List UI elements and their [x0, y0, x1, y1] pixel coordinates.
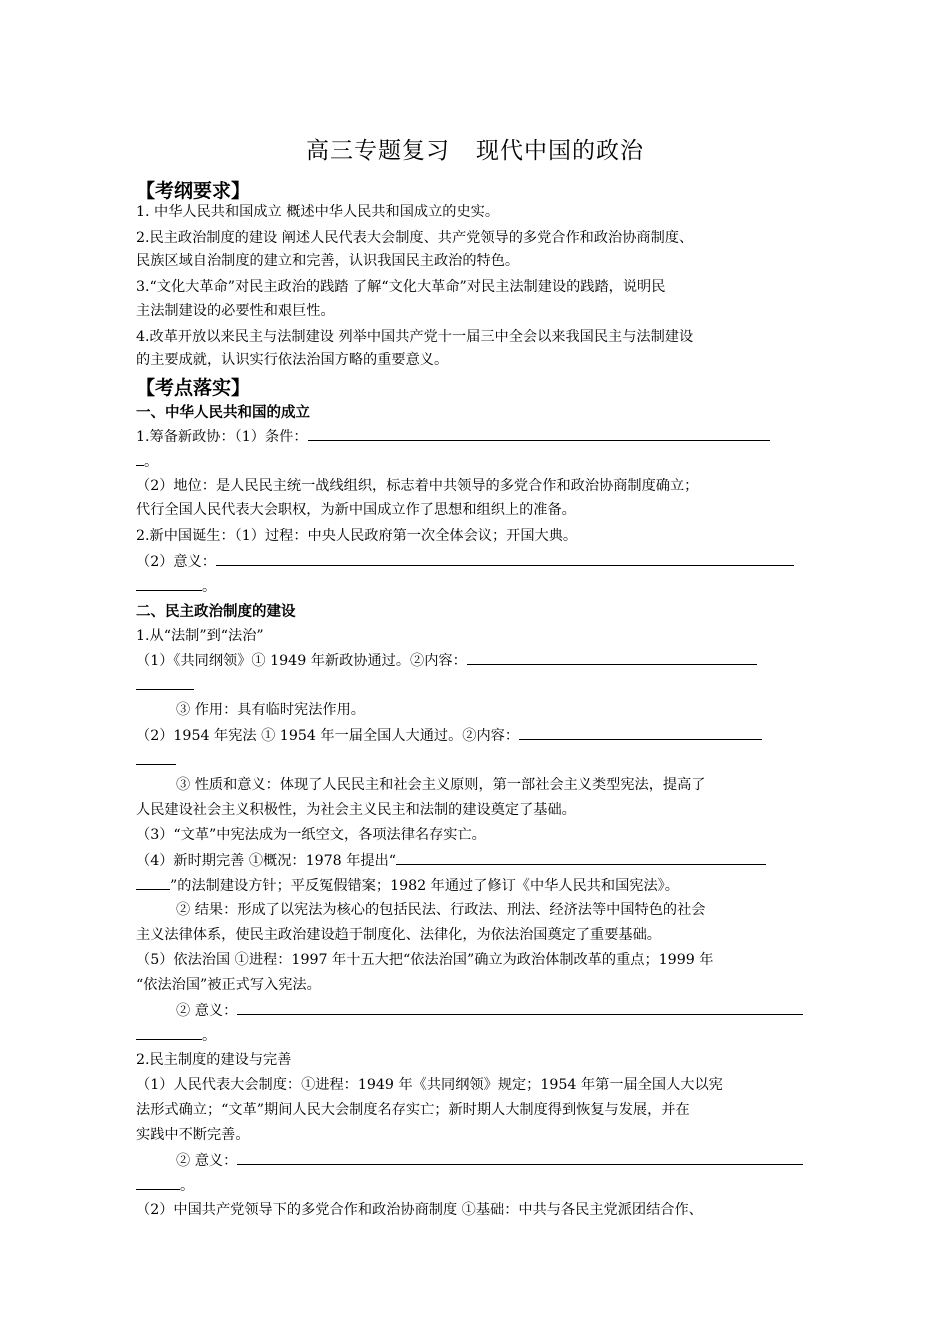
req-line-6: 4.改革开放以来民主与法制建设 列举中国共产党十一届三中全会以来我国民主与法制建设 — [136, 329, 694, 345]
section-heading-requirements: 【考纲要求】 — [136, 180, 251, 202]
req-line-2: 2.民主政治制度的建设 阐述人民代表大会制度、共产党领导的多党合作和政治协商制度、 — [136, 230, 694, 246]
fill-blank[interactable] — [136, 576, 202, 591]
req-line-4: 3.“文化大革命”对民主政治的践踏 了解“文化大革命”对民主法制建设的践踏，说明民 — [136, 279, 666, 295]
text-span: 。 — [202, 1028, 217, 1044]
fill-blank[interactable] — [136, 1025, 202, 1040]
text-span: 1.筹备新政协：（1）条件： — [136, 429, 308, 445]
text-line — [136, 850, 766, 871]
subheading-democratic-system: 二、民主政治制度的建设 — [136, 604, 296, 620]
text-line — [136, 750, 176, 771]
text-line — [136, 551, 794, 572]
fill-blank[interactable] — [237, 1150, 803, 1165]
text-line: （2）地位：是人民民主统一战线组织，标志着中共领导的多党合作和政治协商制度确立； — [136, 478, 699, 494]
req-line-7: 的主要成就，认识实行依法治国方略的重要意义。 — [136, 352, 449, 368]
text-line — [136, 725, 762, 746]
text-line: （2）中国共产党领导下的多党合作和政治协商制度 ①基础：中共与各民主党派团结合作、 — [136, 1202, 703, 1218]
text-span: （2）意义： — [136, 554, 216, 570]
fill-blank[interactable] — [136, 451, 144, 466]
text-line: ③ 性质和意义：体现了人民民主和社会主义原则，第一部社会主义类型宪法，提高了 — [176, 777, 706, 793]
text-span: 。 — [202, 579, 217, 595]
text-line: 主义法律体系，使民主政治建设趋于制度化、法律化，为依法治国奠定了重要基础。 — [136, 927, 661, 943]
fill-blank[interactable] — [237, 1000, 803, 1015]
text-line — [136, 451, 158, 472]
text-span: 。 — [144, 454, 159, 470]
fill-blank[interactable] — [396, 850, 766, 865]
fill-blank[interactable] — [467, 650, 757, 665]
text-line — [136, 426, 770, 447]
fill-blank[interactable] — [216, 551, 794, 566]
text-line — [136, 650, 757, 671]
text-line — [136, 1175, 194, 1196]
section-heading-key-points: 【考点落实】 — [136, 377, 251, 399]
page-title — [0, 132, 950, 165]
text-line — [136, 875, 679, 896]
text-line: 法形式确立；“文革”期间人民大会制度名存实亡；新时期人大制度得到恢复与发展，并在 — [136, 1102, 690, 1118]
text-span: （1）《共同纲领》① 1949 年新政协通过。②内容： — [136, 653, 467, 669]
subheading-prc-founding: 一、中华人民共和国的成立 — [136, 405, 310, 421]
text-line: ② 结果：形成了以宪法为核心的包括民法、行政法、刑法、经济法等中国特色的社会 — [176, 902, 706, 918]
text-span: 。 — [180, 1178, 195, 1194]
fill-blank[interactable] — [136, 1175, 180, 1190]
text-line — [136, 576, 216, 597]
req-line-5: 主法制建设的必要性和艰巨性。 — [136, 303, 335, 319]
req-line-3: 民族区域自治制度的建立和完善，认识我国民主政治的特色。 — [136, 253, 520, 269]
text-line — [136, 675, 194, 696]
fill-blank[interactable] — [519, 725, 762, 740]
text-line: “依法治国”被正式写入宪法。 — [136, 977, 321, 993]
text-line: 人民建设社会主义积极性，为社会主义民主和法制的建设奠定了基础。 — [136, 802, 576, 818]
text-line — [176, 1150, 803, 1171]
text-line: 2.新中国诞生：（1）过程：中央人民政府第一次全体会议；开国大典。 — [136, 528, 578, 544]
text-span: ② 意义： — [176, 1153, 238, 1169]
text-line — [136, 1025, 216, 1046]
text-line: 实践中不断完善。 — [136, 1127, 250, 1143]
text-line: ③ 作用：具有临时宪法作用。 — [176, 702, 365, 718]
text-line: 代行全国人民代表大会职权，为新中国成立作了思想和组织上的准备。 — [136, 502, 576, 518]
fill-blank[interactable] — [136, 675, 194, 690]
fill-blank[interactable] — [136, 875, 170, 890]
req-line-1: 1. 中华人民共和国成立 概述中华人民共和国成立的史实。 — [136, 204, 500, 220]
title-part-1: 高三专题复习 — [306, 138, 450, 164]
text-line: 1.从“法制”到“法治” — [136, 628, 264, 644]
fill-blank[interactable] — [136, 750, 176, 765]
text-span: ② 意义： — [176, 1003, 238, 1019]
fill-blank[interactable] — [308, 426, 770, 441]
text-span: （2）1954 年宪法 ① 1954 年一届全国人大通过。②内容： — [136, 728, 520, 744]
text-line: （1）人民代表大会制度：①进程：1949 年《共同纲领》规定；1954 年第一届全国人大以宪 — [136, 1077, 723, 1093]
text-span: ”的法制建设方针；平反冤假错案；1982 年通过了修订《中华人民共和国宪法》。 — [170, 878, 679, 894]
text-line: （3）“文革”中宪法成为一纸空文，各项法律名存实亡。 — [136, 827, 486, 843]
text-line: （5）依法治国 ①进程：1997 年十五大把“依法治国”确立为政治体制改革的重点；1999 年 — [136, 952, 714, 968]
text-span: （4）新时期完善 ①概况：1978 年提出“ — [136, 853, 397, 869]
title-part-2: 现代中国的政治 — [476, 138, 644, 164]
text-line: 2.民主制度的建设与完善 — [136, 1052, 292, 1068]
text-line — [176, 1000, 803, 1021]
